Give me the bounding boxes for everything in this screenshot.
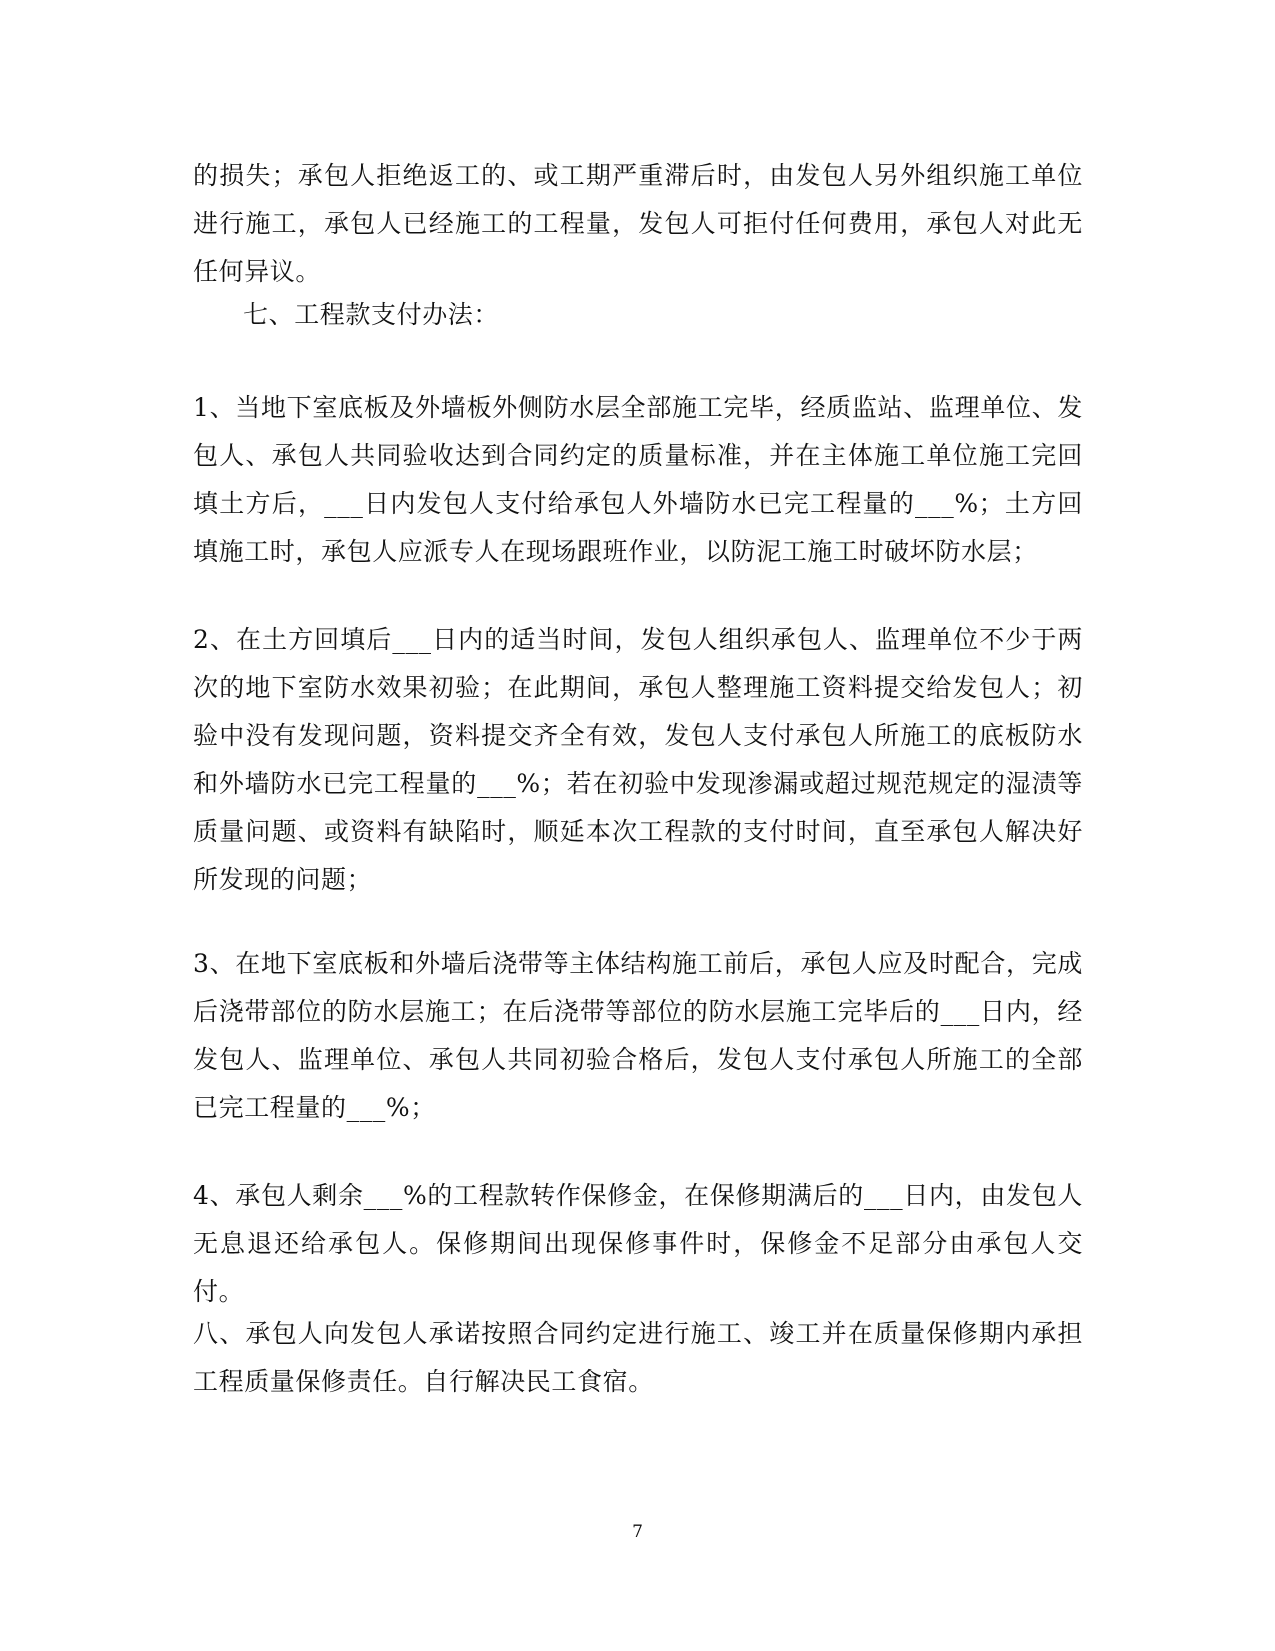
paragraph-clause-1: 1、当地下室底板及外墙板外侧防水层全部施工完毕，经质监站、监理单位、发包人、承包人共同验收达到合同约定的质量标准，并在主体施工单位施工完回填土方后，___日内发包人支付给承包人外墙防水已完工程量的___%；土方回填施工时，承包人应派专人在现场跟班作业，以防泥工施工时破坏防水层； [193,393,1083,566]
paragraph-clause-2: 2、在土方回填后___日内的适当时间，发包人组织承包人、监理单位不少于两次的地下室防水效果初验；在此期间，承包人整理施工资料提交给发包人；初验中没有发现问题，资料提交齐全有效，发包人支付承包人所施工的底板防水和外墙防水已完工程量的___%；若在初验中发现渗漏或超过规范规定的湿渍等质量问题、或资料有缺陷时，顺延本次工程款的支付时间，直至承包人解决好所发现的问题； [193,625,1083,894]
section-heading-payment-method: 七、工程款支付办法： [243,300,500,329]
page-number: 7 [632,1522,643,1542]
paragraph-continuation: 的损失；承包人拒绝返工的、或工期严重滞后时，由发包人另外组织施工单位进行施工，承包人已经施工的工程量，发包人可拒付任何费用，承包人对此无任何异议。 [193,161,1083,286]
paragraph-clause-4: 4、承包人剩余___%的工程款转作保修金，在保修期满后的___日内，由发包人无息退还给承包人。保修期间出现保修事件时，保修金不足部分由承包人交付。 [193,1181,1083,1306]
section-eight-paragraph: 八、承包人向发包人承诺按照合同约定进行施工、竣工并在质量保修期内承担工程质量保修责任。自行解决民工食宿。 [193,1319,1083,1396]
paragraph-clause-3: 3、在地下室底板和外墙后浇带等主体结构施工前后，承包人应及时配合，完成后浇带部位的防水层施工；在后浇带等部位的防水层施工完毕后的___日内，经发包人、监理单位、承包人共同初验合格后，发包人支付承包人所施工的全部已完工程量的___%； [193,949,1083,1122]
